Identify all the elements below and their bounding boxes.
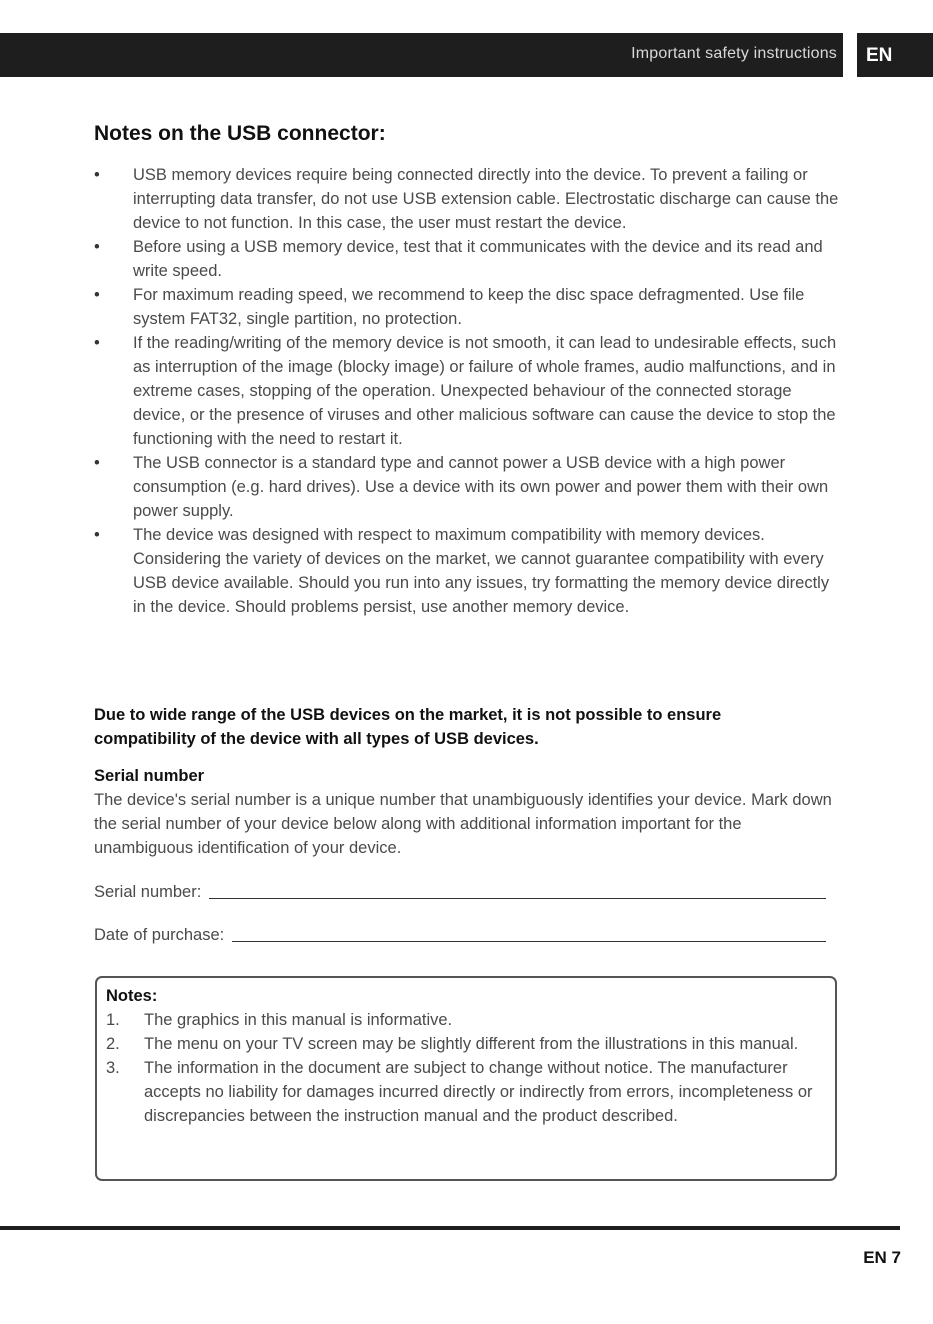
list-item: • If the reading/writing of the memory device is not smooth, it can lead to undesirable effects, such as interruption of the image (blocky image) or failure of whole frames, audio malfunctions, and in extreme cases, stopping of the operation. Unexpected behaviour of the connected storage device, or the presence of viruses and other malicious software can cause the device to stop the functioning with the need to restart it. — [94, 331, 839, 451]
note-text: The information in the document are subject to change without notice. The manufacturer accepts no liability for damages incurred directly or indirectly from errors, incompleteness or discrepancies between the instruction manual and the product described. — [144, 1059, 813, 1125]
date-of-purchase-field — [94, 921, 826, 945]
usb-notes-list — [94, 163, 839, 619]
note-number: 3. — [106, 1059, 120, 1077]
footer-rule — [0, 1226, 900, 1230]
usb-notes-title: Notes on the USB connector: — [94, 122, 386, 145]
header-title: Important safety instructions — [631, 45, 837, 62]
list-item — [106, 1056, 826, 1128]
note-number: 1. — [106, 1011, 120, 1029]
language-tab: EN — [857, 33, 933, 77]
list-item: • Before using a USB memory device, test that it communicates with the device and its read and write speed. — [94, 235, 839, 283]
date-of-purchase-label: Date of purchase: — [94, 926, 225, 944]
header-bar — [0, 33, 843, 77]
page-number: EN 7 — [863, 1248, 901, 1267]
serial-number-field — [94, 878, 826, 902]
note-text: The graphics in this manual is informative. — [144, 1011, 453, 1029]
list-item: • USB memory devices require being connected directly into the device. To prevent a failing or interrupting data transfer, do not use USB extension cable. Electrostatic discharge can cause the device to not function. In this case, the user must restart the device. — [94, 163, 839, 235]
serial-number-label: Serial number: — [94, 883, 202, 901]
serial-number-line — [209, 898, 826, 899]
date-of-purchase-line — [232, 941, 826, 942]
list-item — [106, 1008, 826, 1032]
list-item: • The USB connector is a standard type and cannot power a USB device with a high power consumption (e.g. hard drives). Use a device with its own power and power them with their own power supply. — [94, 451, 839, 523]
notes-title: Notes: — [106, 987, 158, 1005]
list-item: • The device was designed with respect to maximum compatibility with memory devices. Considering the variety of devices on the market, we cannot guarantee compatibility with every USB device available. Should you run into any issues, try formatting the memory device directly in the device. Should problems persist, use another memory device. — [94, 523, 839, 619]
note-number: 2. — [106, 1035, 120, 1053]
usb-compatibility-warning: Due to wide range of the USB devices on the market, it is not possible to ensure compatibility of the device with all types of USB devices. — [94, 706, 722, 748]
list-item — [106, 1032, 826, 1056]
serial-number-description: The device's serial number is a unique number that unambiguously identifies your device. Mark down the serial number of your device below along with additional information important for the unambiguous identification of your device. — [94, 791, 832, 857]
serial-number-title: Serial number — [94, 767, 205, 785]
list-item: • For maximum reading speed, we recommend to keep the disc space defragmented. Use file system FAT32, single partition, no protection. — [94, 283, 839, 331]
notes-list — [106, 1008, 826, 1128]
note-text: The menu on your TV screen may be slightly different from the illustrations in this manual. — [144, 1035, 799, 1053]
